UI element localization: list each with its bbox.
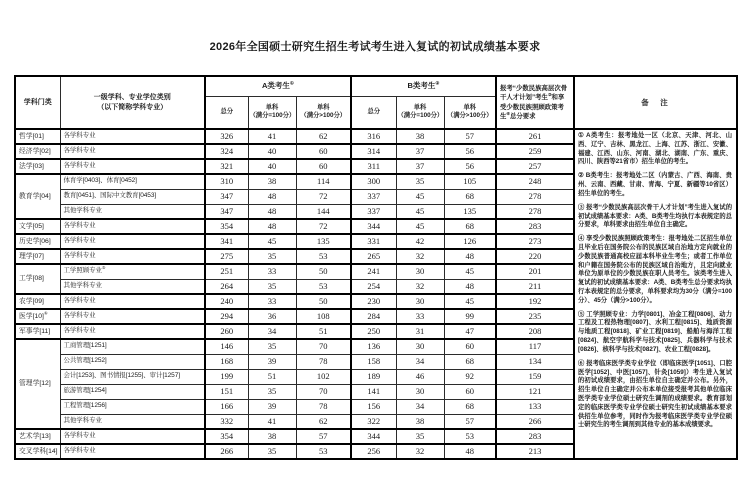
category-cell: 农学[09]: [15, 294, 60, 309]
remark-note: ① A类考生：报考地处一区（北京、天津、河北、山西、辽宁、吉林、黑龙江、上海、江苏、浙江、安徽、福建、江西、山东、河南、湖北、湖南、广东、重庆、四川、陕西等21省市）招生单位的考生。: [578, 132, 732, 166]
discipline-cell: 各学科专业: [60, 429, 205, 444]
score-cell: 208: [496, 324, 574, 339]
score-cell: 134: [496, 354, 574, 369]
score-cell: 240: [205, 294, 248, 309]
discipline-cell: 工商管理[1251]: [60, 339, 205, 354]
score-cell: 35: [248, 279, 296, 294]
discipline-cell: 工程管理[1256]: [60, 399, 205, 414]
score-cell: 32: [396, 444, 444, 459]
score-cell: 117: [496, 339, 574, 354]
score-cell: 60: [296, 144, 351, 159]
score-cell: 199: [205, 369, 248, 384]
score-cell: 78: [296, 399, 351, 414]
score-cell: 68: [444, 219, 496, 234]
score-cell: 45: [248, 234, 296, 249]
score-cell: 211: [496, 279, 574, 294]
score-cell: 33: [248, 264, 296, 279]
score-cell: 68: [444, 189, 496, 204]
score-cell: 53: [296, 249, 351, 264]
score-cell: 108: [296, 309, 351, 324]
score-cell: 72: [296, 219, 351, 234]
score-cell: 278: [496, 189, 574, 204]
discipline-cell: 旅游管理[1254]: [60, 384, 205, 399]
score-cell: 53: [444, 429, 496, 444]
discipline-cell: 各学科专业: [60, 294, 205, 309]
score-cell: 45: [444, 264, 496, 279]
score-cell: 337: [351, 189, 396, 204]
score-cell: 36: [248, 309, 296, 324]
score-cell: 34: [248, 324, 296, 339]
score-cell: 46: [396, 369, 444, 384]
score-cell: 254: [351, 279, 396, 294]
category-cell: 教育学[04]: [15, 174, 60, 219]
score-cell: 35: [248, 384, 296, 399]
score-cell: 30: [396, 384, 444, 399]
score-cell: 45: [396, 204, 444, 219]
score-cell: 72: [296, 189, 351, 204]
score-cell: 344: [351, 429, 396, 444]
remark-note: ⑥ 报考临床医学类专业学位（即临床医学[1051]、口腔医学[1052]、中医[1057]、针灸[1059]）考生进入复试的初试成绩要求，由招生单位自主确定并公布。另外，招生单位自主确定并公布本单位接受报考其他单位临床医学类专业学位硕士研究生调剂的成绩要求。教育部划定的临床医学类专业学位硕士研究生初试成绩基本要求供招生单位参考，同时作为报考临床医学类专业学位硕士研究生的考生调剂到其他专业的基本成绩要求。: [578, 359, 732, 429]
discipline-cell: 各学科专业: [60, 129, 205, 144]
category-cell: 工学[08]: [15, 264, 60, 294]
score-cell: 213: [496, 444, 574, 459]
score-cell: 321: [205, 159, 248, 174]
discipline-cell: 各学科专业: [60, 144, 205, 159]
score-cell: 260: [205, 324, 248, 339]
col-header-discipline: 一级学科、专业学位类别 （以下简称学科专业）: [60, 76, 205, 129]
discipline-cell: 其他学科专业: [60, 414, 205, 429]
score-cell: 35: [248, 444, 296, 459]
score-cell: 146: [205, 339, 248, 354]
col-header-b-total: 总分: [351, 96, 396, 129]
discipline-cell: 各学科专业: [60, 219, 205, 234]
score-cell: 30: [396, 264, 444, 279]
score-cell: 266: [496, 414, 574, 429]
score-cell: 48: [444, 444, 496, 459]
score-cell: 331: [351, 234, 396, 249]
score-cell: 48: [248, 219, 296, 234]
score-cell: 30: [396, 339, 444, 354]
score-table-body: [15, 129, 737, 459]
remark-note: ④ 享受少数民族照顾政策考生：报考地处二区招生单位且毕业后在国务院公布的民族区域自治地方定向就业的少数民族普通高校应届本科毕业生考生；或者工作单位和户籍在国务院公布的民族区域自治地方，且定向就业单位为原单位的少数民族在职人员考生。该类考生进入复试的初试成绩基本要求：A类、B类考生总分要求均执行本表规定的总分要求，单科要求均为30分（满分=100分）、45分（满分>100分）。: [578, 235, 732, 304]
discipline-cell: 各学科专业: [60, 324, 205, 339]
score-cell: 70: [296, 339, 351, 354]
score-cell: 68: [444, 399, 496, 414]
score-cell: 39: [248, 354, 296, 369]
score-cell: 259: [496, 144, 574, 159]
score-cell: 141: [351, 384, 396, 399]
score-cell: 38: [248, 429, 296, 444]
score-cell: 62: [296, 414, 351, 429]
score-cell: 35: [396, 429, 444, 444]
score-cell: 114: [296, 174, 351, 189]
score-cell: 45: [396, 219, 444, 234]
discipline-cell: 各学科专业: [60, 234, 205, 249]
score-cell: 311: [351, 159, 396, 174]
score-cell: 33: [248, 294, 296, 309]
discipline-cell: 教育[0451]、国际中文教育[0453]: [60, 189, 205, 204]
score-cell: 51: [248, 369, 296, 384]
category-cell: 军事学[11]: [15, 324, 60, 339]
score-cell: 99: [444, 309, 496, 324]
score-cell: 324: [205, 144, 248, 159]
score-cell: 250: [351, 324, 396, 339]
score-cell: 47: [444, 324, 496, 339]
score-cell: 38: [396, 414, 444, 429]
score-cell: 264: [205, 279, 248, 294]
score-cell: 37: [396, 159, 444, 174]
score-cell: 31: [396, 324, 444, 339]
score-cell: 300: [351, 174, 396, 189]
discipline-cell: 会计[1253]、图书情报[1255]、审计[1257]: [60, 369, 205, 384]
remark-note: ③ 报考“少数民族高层次骨干人才计划”考生进入复试的初试成绩基本要求：A类、B类考生均执行本表规定的总分要求，单科要求由招生单位自主确定。: [578, 203, 732, 229]
score-cell: 32: [396, 249, 444, 264]
score-cell: 56: [444, 159, 496, 174]
table-row: [15, 129, 737, 144]
score-table: [14, 75, 738, 460]
score-cell: 38: [396, 129, 444, 144]
score-cell: 347: [205, 189, 248, 204]
score-cell: 256: [351, 444, 396, 459]
score-cell: 50: [296, 264, 351, 279]
score-cell: 265: [351, 249, 396, 264]
score-cell: 68: [444, 354, 496, 369]
score-cell: 136: [351, 339, 396, 354]
discipline-cell: 其他学科专业: [60, 204, 205, 219]
score-cell: 33: [396, 309, 444, 324]
col-header-category: 学科门类: [15, 76, 60, 129]
score-cell: 48: [444, 249, 496, 264]
score-cell: 48: [248, 189, 296, 204]
score-cell: 34: [396, 399, 444, 414]
score-cell: 294: [205, 309, 248, 324]
score-cell: 41: [248, 414, 296, 429]
score-cell: 332: [205, 414, 248, 429]
category-cell: 艺术学[13]: [15, 429, 60, 444]
score-cell: 144: [296, 204, 351, 219]
col-header-minority-plan: 报考“少数民族高层次骨干人才计划”考生③和享受少数民族照顾政策考生④总分要求: [496, 76, 574, 129]
score-cell: 42: [396, 234, 444, 249]
score-cell: 156: [351, 399, 396, 414]
category-cell: 医学[10]⑥: [15, 309, 60, 324]
score-cell: 57: [444, 414, 496, 429]
score-cell: 151: [205, 384, 248, 399]
score-cell: 314: [351, 144, 396, 159]
category-cell: 法学[03]: [15, 159, 60, 174]
score-cell: 51: [296, 324, 351, 339]
remark-note: ⑤ 工学照顾专业：力学[0801]、冶金工程[0806]、动力工程及工程热物理[0807]、水利工程[0815]、地质资源与地质工程[0818]、矿业工程[0819]、船舶与海洋工程[0824]、航空宇航科学与技术[0825]、兵器科学与技术[0826]、核科学与技术[0827]、农业工程[0828]。: [578, 310, 732, 353]
category-cell: 管理学[12]: [15, 339, 60, 429]
score-cell: 158: [351, 354, 396, 369]
score-cell: 283: [496, 429, 574, 444]
score-cell: 201: [496, 264, 574, 279]
score-cell: 316: [351, 129, 396, 144]
score-cell: 40: [248, 144, 296, 159]
score-cell: 347: [205, 204, 248, 219]
score-cell: 133: [496, 399, 574, 414]
score-cell: 34: [396, 354, 444, 369]
remark-note: ② B类考生：报考地处二区（内蒙古、广西、海南、贵州、云南、西藏、甘肃、青海、宁夏、新疆等10省区）招生单位的考生。: [578, 172, 732, 197]
score-cell: 105: [444, 174, 496, 189]
score-cell: 159: [496, 369, 574, 384]
score-cell: 60: [296, 159, 351, 174]
category-cell: 哲学[01]: [15, 129, 60, 144]
score-cell: 39: [248, 399, 296, 414]
col-header-b-single-100: 单科 （满分=100分）: [396, 96, 444, 129]
score-cell: 284: [351, 309, 396, 324]
score-cell: 283: [496, 219, 574, 234]
discipline-cell: 各学科专业: [60, 444, 205, 459]
score-cell: 220: [496, 249, 574, 264]
score-cell: 310: [205, 174, 248, 189]
score-cell: 57: [444, 129, 496, 144]
discipline-cell: 各学科专业: [60, 159, 205, 174]
score-cell: 78: [296, 354, 351, 369]
score-cell: 53: [296, 279, 351, 294]
score-cell: 261: [496, 129, 574, 144]
page-title: 2026年全国硕士研究生招生考试考生进入复试的初试成绩基本要求: [209, 41, 541, 53]
col-header-a-total: 总分: [205, 96, 248, 129]
category-cell: 历史学[06]: [15, 234, 60, 249]
score-cell: 35: [248, 339, 296, 354]
score-cell: 41: [248, 129, 296, 144]
score-cell: 45: [444, 294, 496, 309]
score-cell: 192: [496, 294, 574, 309]
score-cell: 275: [205, 249, 248, 264]
score-cell: 56: [444, 144, 496, 159]
score-cell: 37: [396, 144, 444, 159]
score-cell: 50: [296, 294, 351, 309]
score-cell: 354: [205, 219, 248, 234]
col-header-a-single-gt100: 单科 （满分>100分）: [296, 96, 351, 129]
discipline-cell: 工学照顾专业⑤: [60, 264, 205, 279]
score-cell: 40: [248, 159, 296, 174]
score-cell: 57: [296, 429, 351, 444]
score-cell: 35: [396, 174, 444, 189]
category-cell: 理学[07]: [15, 249, 60, 264]
score-cell: 230: [351, 294, 396, 309]
score-cell: 126: [444, 234, 496, 249]
score-cell: 30: [396, 294, 444, 309]
score-cell: 70: [296, 384, 351, 399]
category-cell: 经济学[02]: [15, 144, 60, 159]
score-cell: 60: [444, 339, 496, 354]
score-cell: 278: [496, 204, 574, 219]
col-header-remark: 备 注: [574, 76, 737, 129]
discipline-cell: 各学科专业: [60, 309, 205, 324]
discipline-cell: 其他学科专业: [60, 279, 205, 294]
remarks-cell: [574, 129, 737, 459]
col-header-group-a: A类考生①: [205, 76, 351, 96]
score-cell: 45: [396, 189, 444, 204]
score-cell: 135: [296, 234, 351, 249]
score-cell: 102: [296, 369, 351, 384]
score-cell: 32: [396, 279, 444, 294]
score-cell: 248: [496, 174, 574, 189]
score-cell: 241: [351, 264, 396, 279]
category-cell: 交叉学科[14]: [15, 444, 60, 459]
score-cell: 60: [444, 384, 496, 399]
score-cell: 266: [205, 444, 248, 459]
col-header-a-single-100: 单科 （满分=100分）: [248, 96, 296, 129]
col-header-b-single-gt100: 单科 （满分>100分）: [444, 96, 496, 129]
score-cell: 121: [496, 384, 574, 399]
score-cell: 135: [444, 204, 496, 219]
discipline-cell: 各学科专业: [60, 249, 205, 264]
score-cell: 341: [205, 234, 248, 249]
score-cell: 322: [351, 414, 396, 429]
discipline-cell: 公共管理[1252]: [60, 354, 205, 369]
score-cell: 166: [205, 399, 248, 414]
header-row-groups: [15, 76, 737, 96]
score-cell: 257: [496, 159, 574, 174]
score-cell: 273: [496, 234, 574, 249]
discipline-cell: 体育学[0403]、体育[0452]: [60, 174, 205, 189]
category-cell: 文学[05]: [15, 219, 60, 234]
score-cell: 92: [444, 369, 496, 384]
score-cell: 235: [496, 309, 574, 324]
score-cell: 354: [205, 429, 248, 444]
score-cell: 48: [248, 204, 296, 219]
score-cell: 53: [296, 444, 351, 459]
score-cell: 168: [205, 354, 248, 369]
score-cell: 337: [351, 204, 396, 219]
col-header-group-b: B类考生②: [351, 76, 496, 96]
score-cell: 344: [351, 219, 396, 234]
score-cell: 62: [296, 129, 351, 144]
score-cell: 251: [205, 264, 248, 279]
score-cell: 48: [444, 279, 496, 294]
score-cell: 189: [351, 369, 396, 384]
score-cell: 326: [205, 129, 248, 144]
score-cell: 38: [248, 174, 296, 189]
score-cell: 35: [248, 249, 296, 264]
